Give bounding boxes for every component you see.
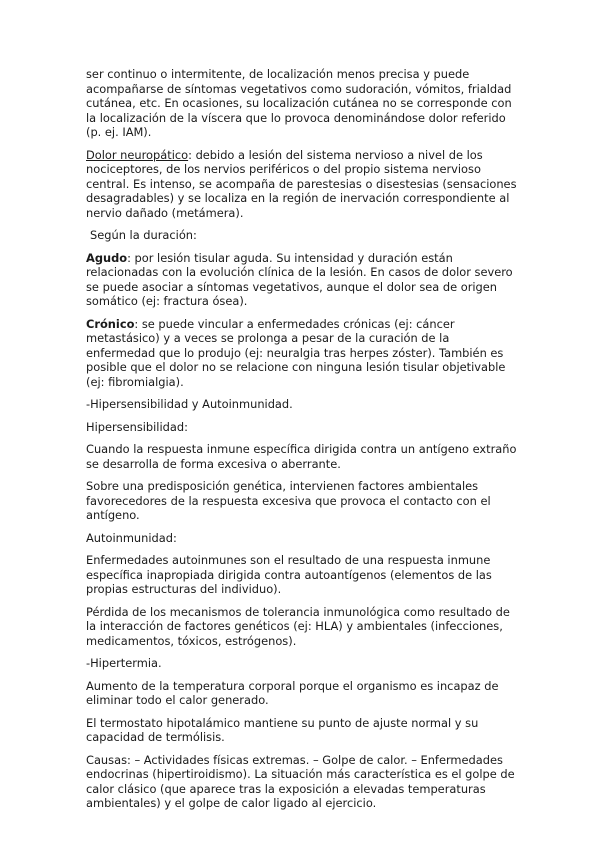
heading-hyperthermia: -Hipertermia. xyxy=(86,656,162,670)
term-chronic: Crónico xyxy=(86,316,135,331)
acute-text: : por lesión tisular aguda. Su intensidad y duración están relacionadas con la evolución clínica de la lesión. En casos de dolor severo se puede asociar a síntomas vegetativos, aunque el dolor sea de origen somático (ej: fractura ósea). xyxy=(86,250,513,308)
paragraph-hyperthermia-2: El termostato hipotalámico mantiene su punto de ajuste normal y su capacidad de termólisis. xyxy=(86,715,479,744)
paragraph-autoimmunity-2: Pérdida de los mecanismos de tolerancia inmunológica como resultado de la interacción de factores genéticos (ej: HLA) y ambientales (infecciones, medicamentos, tóxicos, estrógenos). xyxy=(86,604,510,648)
chronic-text: : se puede vincular a enfermedades crónicas (ej: cáncer metastásico) y a veces se prolonga a pesar de la curación de la enfermedad que lo produjo (ej: neuralgia tras herpes zóster). También es posible que el dolor no se relacione con ninguna lesión tisular objetivable (ej: fibromialgia). xyxy=(86,316,506,389)
paragraph-hypersensitivity-1: Cuando la respuesta inmune específica dirigida contra un antígeno extraño se desarrolla de forma excesiva o aberrante. xyxy=(86,442,517,471)
paragraph-hyperthermia-1: Aumento de la temperatura corporal porque el organismo es incapaz de eliminar todo el calor generado. xyxy=(86,678,499,707)
paragraph-acute-pain xyxy=(86,251,519,309)
paragraph-chronic-pain xyxy=(86,317,519,390)
paragraph-causes: Causas: – Actividades físicas extremas. – Golpe de calor. – Enfermedades endocrinas (hipertiroidismo). La situación más característica es el golpe de calor clásico (que aparece tras la exposición a elevadas temperaturas ambientales) y el golpe de calor ligado al ejercicio. xyxy=(86,752,515,810)
paragraph-neuropathic-pain xyxy=(86,148,519,221)
paragraph-autoimmunity-1: Enfermedades autoinmunes son el resultado de una respuesta inmune específica inapropiada dirigida contra autoantígenos (elementos de las propias estructuras del individuo). xyxy=(86,553,492,596)
heading-hypersensitivity: Hipersensibilidad: xyxy=(86,419,188,434)
paragraph-hypersensitivity-2: Sobre una predisposición genética, intervienen factores ambientales favorecedores de la respuesta excesiva que provoca el contacto con el antígeno. xyxy=(86,479,491,522)
heading-by-duration: Según la duración: xyxy=(90,228,197,242)
heading-hypersensitivity-autoimmunity: -Hipersensibilidad y Autoinmunidad. xyxy=(86,397,293,411)
heading-autoimmunity: Autoinmunidad: xyxy=(86,530,177,545)
term-neuropathic-pain: Dolor neuropático xyxy=(86,147,189,162)
paragraph-visceral-continuation: ser continuo o intermitente, de localización menos precisa y puede acompañarse de síntomas vegetativos como sudoración, vómitos, frialdad cutánea, etc. En ocasiones, su localización cutánea no se corresponde con la localización de la víscera que lo provoca denominándose dolor referido (p. ej. IAM). xyxy=(86,67,512,139)
neuropathic-pain-text: : debido a lesión del sistema nervioso a nivel de los nociceptores, de los nervios periféricos o del propio sistema nervioso central. Es intenso, se acompaña de parestesias o disestesias (sensaciones desagradables) y se localiza en la región de inervación correspondiente al nervio dañado (metámera). xyxy=(86,147,517,220)
term-acute: Agudo xyxy=(86,250,128,265)
